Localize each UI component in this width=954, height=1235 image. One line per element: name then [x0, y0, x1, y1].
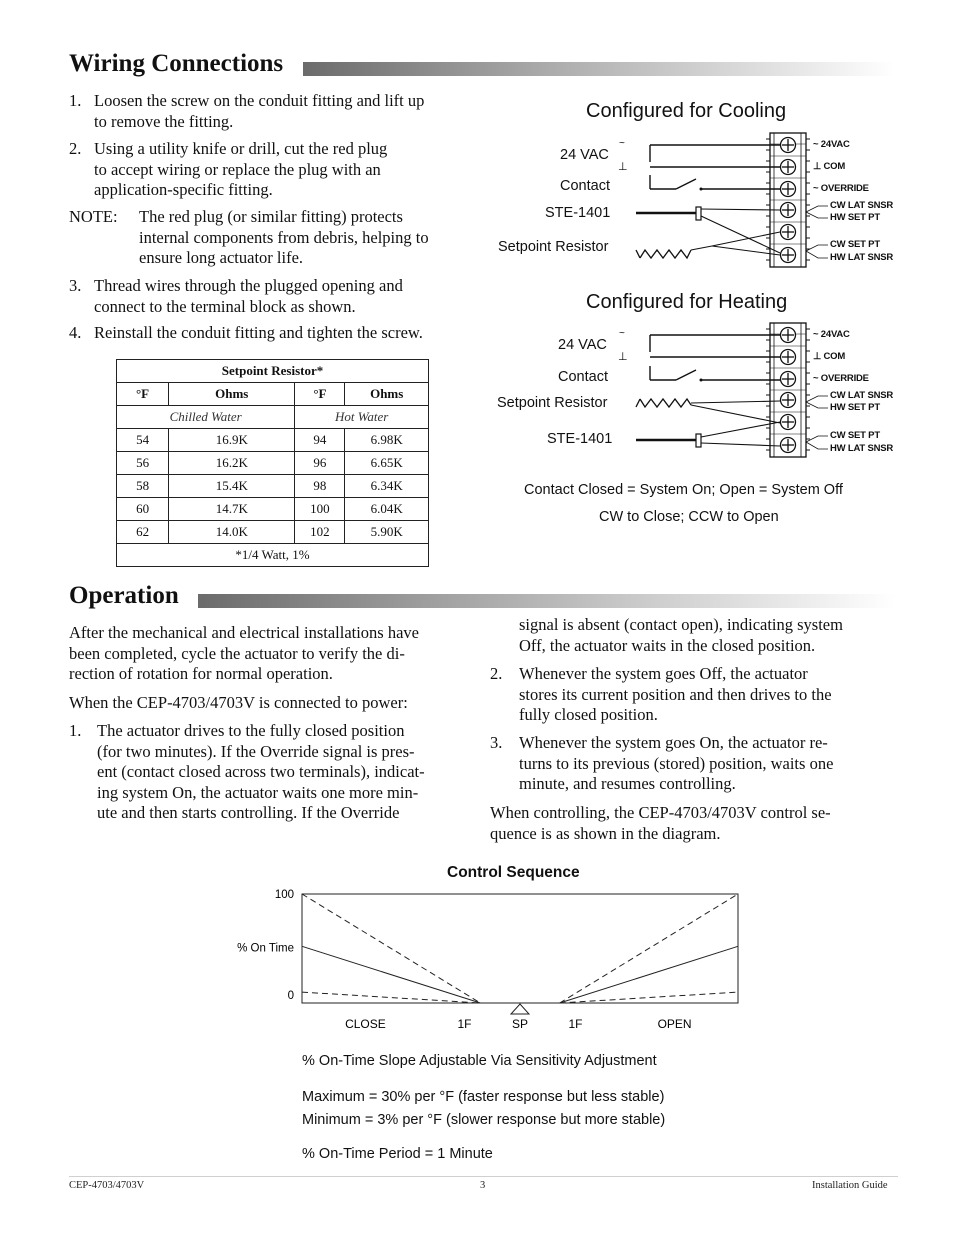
operation-closing: When controlling, the CEP-4703/4703V control se- quence is as shown in the diagram.	[490, 803, 831, 843]
operation-item-3: 3. Whenever the system goes On, the actuator re- turns to its previous (stored) position, waits one minute, and resumes controlling.	[490, 733, 834, 793]
table-header: °F	[117, 383, 169, 406]
table-cell: 102	[295, 521, 345, 544]
cooling-diagram-title: Configured for Cooling	[586, 100, 787, 122]
heating-terminal-label: ~ OVERRIDE	[813, 373, 869, 384]
table-header: Ohms	[345, 383, 429, 406]
table-title: Setpoint Resistor*	[117, 360, 429, 383]
cooling-terminal-label: HW SET PT	[830, 212, 880, 223]
heating-label-contact: Contact	[558, 369, 608, 385]
series-line-open-dashed	[560, 992, 738, 1003]
heating-diagram-title: Configured for Heating	[586, 291, 788, 313]
control-sequence-chart	[220, 880, 780, 1040]
sensor-probe-icon	[696, 434, 701, 447]
table-cell: 54	[117, 429, 169, 452]
wiring-step-2: 2. Using a utility knife or drill, cut the red plug to accept wiring or replace the plug with an application-specific fitting.	[69, 139, 388, 199]
x-axis-label: OPEN	[657, 1017, 692, 1031]
diagram-note-rotation: CW to Close; CCW to Open	[599, 509, 779, 525]
table-cell: 16.2K	[169, 452, 295, 475]
wiring-step-1: 1. Loosen the screw on the conduit fitting and lift up to remove the fitting.	[69, 91, 425, 131]
page-number: 3	[480, 1180, 486, 1191]
operation-item-1: 1. The actuator drives to the fully closed position (for two minutes). If the Override signal is pres- ent (contact closed across two terminals), indicat- ing system On, the actuator waits one more min- ute and then starts controlling. If the Override	[69, 721, 425, 822]
table-cell: 15.4K	[169, 475, 295, 498]
series-line-close-dashed	[302, 894, 480, 1003]
table-cell: 62	[117, 521, 169, 544]
cooling-terminal-label: HW LAT SNSR	[830, 252, 894, 263]
table-row	[117, 475, 429, 498]
table-cell: 60	[117, 498, 169, 521]
x-axis-label: CLOSE	[345, 1017, 386, 1031]
chart-note-slope: % On-Time Slope Adjustable Via Sensitivity Adjustment	[302, 1053, 657, 1069]
x-axis-label: 1F	[457, 1017, 472, 1031]
series-line-open-solid	[560, 946, 738, 1003]
cooling-terminal-label: ~ OVERRIDE	[813, 183, 869, 194]
chart-note-period: % On-Time Period = 1 Minute	[302, 1146, 493, 1162]
y-tick-label: 100	[274, 889, 294, 901]
heating-label-resistor: Setpoint Resistor	[497, 395, 608, 411]
heating-terminal-label: CW SET PT	[830, 430, 880, 441]
setpoint-marker-icon	[511, 1004, 529, 1014]
table-footnote: *1/4 Watt, 1%	[117, 544, 429, 567]
cooling-label-sensor: STE-1401	[545, 205, 611, 221]
operation-intro: After the mechanical and electrical installations have been completed, cycle the actuator to verify the di- rection of rotation for normal operation.	[69, 623, 420, 683]
operation-item-2: 2. Whenever the system goes Off, the actuator stores its current position and then drives to the fully closed position.	[490, 664, 832, 724]
table-cell: 96	[295, 452, 345, 475]
footer-model: CEP-4703/4703V	[69, 1180, 145, 1191]
footer-rule	[69, 1176, 898, 1177]
ground-icon: ⊥	[618, 351, 628, 363]
x-axis-label: SP	[511, 1017, 529, 1031]
chart-note-minimum: Minimum = 3% per °F (slower response but more stable)	[302, 1112, 666, 1128]
section-title-operation: Operation	[69, 582, 179, 609]
heating-label-sensor: STE-1401	[547, 431, 613, 447]
wiring-step-4: 4. Reinstall the conduit fitting and tighten the screw.	[69, 323, 423, 342]
wiring-step-3: 3. Thread wires through the plugged opening and connect to the terminal block as shown.	[69, 276, 403, 316]
table-cell: 14.0K	[169, 521, 295, 544]
ac-tilde-icon: ~	[619, 328, 625, 339]
sensor-probe-icon	[696, 207, 701, 220]
section-divider-bar	[198, 594, 895, 608]
footer-doc-type: Installation Guide	[812, 1180, 888, 1191]
wiring-note: NOTE: The red plug (or similar fitting) protects internal components from debris, helping to ensure long actuator life.	[69, 207, 429, 267]
heating-terminal-label: ⊥ COM	[813, 351, 846, 362]
table-header: °F	[295, 383, 345, 406]
table-group-chilled: Chilled Water	[117, 406, 295, 429]
table-cell: 100	[295, 498, 345, 521]
heating-terminal-label: ~ 24VAC	[813, 329, 850, 340]
cooling-label-resistor: Setpoint Resistor	[498, 239, 609, 255]
series-line-close-solid	[302, 946, 480, 1003]
cooling-terminal-label: ~ 24VAC	[813, 139, 850, 150]
terminal-block	[766, 133, 828, 267]
heating-terminal-label: CW LAT SNSR	[830, 390, 894, 401]
chart-title: Control Sequence	[447, 864, 580, 881]
ground-icon: ⊥	[618, 161, 628, 173]
table-cell: 56	[117, 452, 169, 475]
cooling-wiring-diagram	[618, 133, 828, 267]
wiring-diagrams-svg	[0, 0, 954, 470]
resistor-icon	[640, 399, 691, 407]
ac-tilde-icon: ~	[619, 138, 625, 149]
operation-power-line: When the CEP-4703/4703V is connected to power:	[69, 693, 408, 712]
x-axis-label: 1F	[568, 1017, 583, 1031]
y-tick-label: 0	[287, 990, 294, 1002]
cooling-terminal-label: CW SET PT	[830, 239, 880, 250]
table-cell: 6.34K	[345, 475, 429, 498]
contact-switch-icon	[676, 179, 696, 189]
table-cell: 98	[295, 475, 345, 498]
table-cell: 58	[117, 475, 169, 498]
table-cell: 16.9K	[169, 429, 295, 452]
heating-terminal-label: HW LAT SNSR	[830, 443, 894, 454]
table-header: Ohms	[169, 383, 295, 406]
table-row	[117, 521, 429, 544]
table-group-hot: Hot Water	[295, 406, 429, 429]
heating-terminal-label: HW SET PT	[830, 402, 880, 413]
terminal-block	[766, 323, 828, 457]
table-cell: 6.65K	[345, 452, 429, 475]
table-cell: 5.90K	[345, 521, 429, 544]
cooling-terminal-label: ⊥ COM	[813, 161, 846, 172]
contact-switch-icon	[676, 370, 696, 380]
operation-item-1-continued: signal is absent (contact open), indicating system Off, the actuator waits in the closed position.	[519, 615, 843, 655]
diagram-note-contact: Contact Closed = System On; Open = System Off	[524, 482, 843, 498]
heating-label-24vac: 24 VAC	[558, 337, 607, 353]
series-line-open-dashed	[560, 894, 738, 1003]
table-cell: 14.7K	[169, 498, 295, 521]
cooling-terminal-label: CW LAT SNSR	[830, 200, 894, 211]
section-title-wiring: Wiring Connections	[69, 50, 284, 77]
cooling-label-contact: Contact	[560, 178, 610, 194]
cooling-label-24vac: 24 VAC	[560, 147, 609, 163]
heating-wiring-diagram	[618, 323, 828, 457]
y-axis-label: % On Time	[237, 942, 294, 955]
resistor-icon	[640, 250, 691, 258]
plot-frame	[302, 894, 738, 1003]
chart-note-maximum: Maximum = 30% per °F (faster response but less stable)	[302, 1089, 665, 1105]
table-cell: 94	[295, 429, 345, 452]
table-cell: 6.98K	[345, 429, 429, 452]
series-line-close-dashed	[302, 992, 480, 1003]
table-cell: 6.04K	[345, 498, 429, 521]
table-row	[117, 498, 429, 521]
